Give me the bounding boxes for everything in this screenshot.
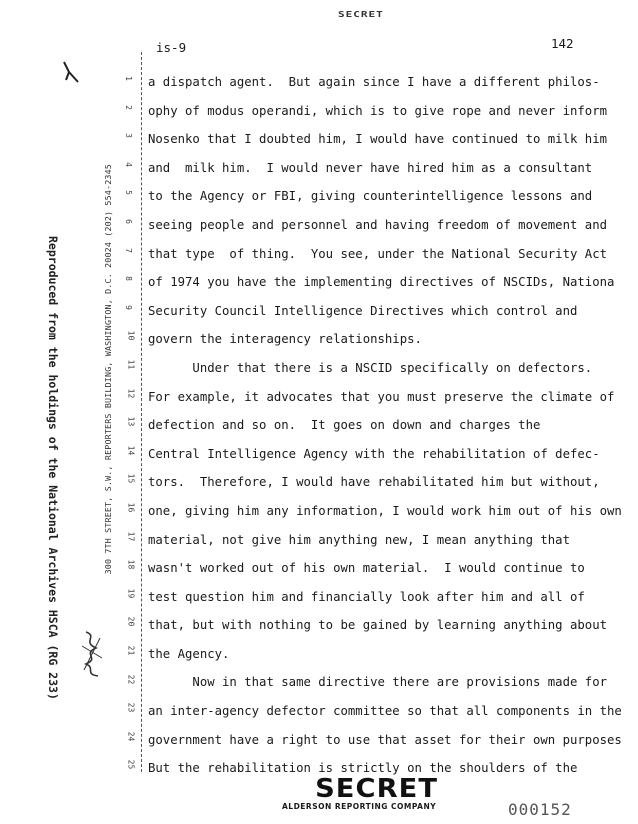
line-number: 23 — [126, 702, 136, 713]
transcript-line: that, but with nothing to be gained by learning anything about — [148, 618, 608, 633]
transcript-line: Central Intelligence Agency with the rehabilitation of defec- — [148, 446, 600, 461]
transcript-line: ophy of modus operandi, which is to give rope and never inform — [148, 103, 608, 118]
line-number: 7 — [123, 247, 133, 253]
line-number: 22 — [126, 674, 136, 684]
line-number: 6 — [123, 219, 133, 224]
line-number: 15 — [126, 474, 136, 484]
transcript-line: test question him and financially look after him and all of — [148, 589, 585, 604]
top-classification-stamp: SECRET — [338, 9, 384, 20]
line-number: 3 — [123, 133, 133, 139]
secret-stamp: SECRET — [315, 774, 439, 804]
line-number: 8 — [123, 276, 133, 282]
transcript-line: govern the interagency relationships. — [148, 332, 422, 347]
transcript-line: Nosenko that I doubted him, I would have continued to milk him — [148, 132, 608, 147]
transcript-line: an inter-agency defector committee so that all components in the — [148, 704, 622, 719]
transcript-line: the Agency. — [148, 646, 230, 661]
line-number: 19 — [126, 588, 136, 599]
line-number: 24 — [126, 731, 136, 742]
transcript-line: Under that there is a NSCID specifically on defectors. — [148, 360, 593, 375]
line-number: 4 — [123, 161, 133, 167]
line-number: 20 — [126, 617, 136, 627]
line-number: 13 — [126, 416, 136, 427]
line-number: 25 — [126, 760, 136, 770]
transcript-line: material, not give him anything new, I mean anything that — [148, 532, 570, 547]
reporter-address-text: 300 7TH STREET, S.W., REPORTERS BUILDING, WASHINGTON, D.C. 20024 (202) 554-2345 — [103, 164, 113, 575]
line-number: 1 — [123, 76, 133, 81]
page-identifier: is-9 — [156, 40, 187, 55]
transcript-body — [148, 68, 630, 783]
transcript-line: to the Agency or FBI, giving counterintelligence lessons and — [148, 189, 593, 204]
document-number: 000152 — [508, 800, 572, 819]
transcript-line: tors. Therefore, I would have rehabilitated him but without, — [148, 475, 600, 490]
line-number: 11 — [126, 359, 136, 370]
transcript-line: one, giving him any information, I would work him out of his own — [148, 503, 622, 518]
transcript-line: government have a right to use that asset for their own purposes — [148, 732, 622, 747]
line-number: 21 — [126, 645, 136, 656]
archive-reproduction-text: Reproduced from the holdings of the National Archives HSCA (RG 233) — [46, 236, 60, 700]
transcript-line: defection and so on. It goes on down and charges the — [148, 418, 541, 433]
line-number: 9 — [123, 304, 133, 310]
transcript-line: a dispatch agent. But again since I have a different philos- — [148, 75, 600, 89]
transcript-line: seeing people and personnel and having freedom of movement and — [148, 217, 608, 232]
handwritten-mark-icon — [78, 628, 106, 680]
handwritten-tick-icon — [60, 58, 84, 88]
page-number: 142 — [551, 36, 574, 51]
line-number: 16 — [126, 502, 136, 513]
transcript-line: and milk him. I would never have hired him as a consultant — [148, 160, 593, 175]
line-number: 18 — [126, 559, 136, 570]
transcript-line: But the rehabilitation is strictly on the shoulders of the — [148, 761, 578, 776]
line-number: 12 — [126, 388, 136, 398]
transcript-line: Security Council Intelligence Directives which control and — [148, 303, 578, 318]
transcript-line: Now in that same directive there are provisions made for — [148, 675, 608, 690]
transcript-line: that type of thing. You see, under the National Security Act — [148, 246, 608, 261]
transcript-line: wasn't worked out of his own material. I would continue to — [148, 561, 585, 576]
line-number: 14 — [126, 445, 136, 456]
reporting-company: ALDERSON REPORTING COMPANY — [282, 802, 437, 811]
line-number: 2 — [123, 104, 133, 110]
line-number: 5 — [123, 190, 133, 196]
line-number: 17 — [126, 531, 136, 541]
line-number: 10 — [126, 331, 136, 341]
transcript-line: For example, it advocates that you must preserve the climate of — [148, 389, 615, 404]
margin-rule — [141, 52, 142, 772]
transcript-line: of 1974 you have the implementing directives of NSCIDs, Nationa — [148, 275, 615, 290]
